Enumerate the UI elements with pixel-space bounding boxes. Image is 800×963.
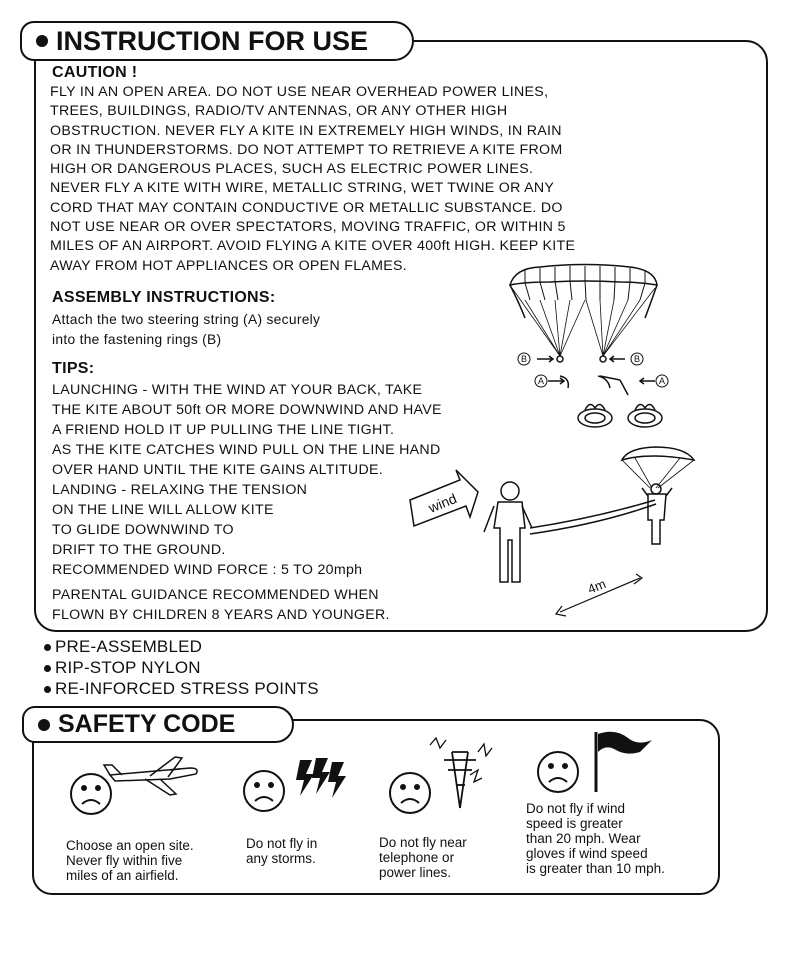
instruction-title: INSTRUCTION FOR USE	[56, 25, 369, 56]
caption-line: gloves if wind speed	[526, 846, 648, 861]
frown-face-icon	[538, 752, 578, 792]
power-pole-icon	[430, 738, 492, 808]
label-b: B	[633, 354, 641, 364]
tips-line: THE KITE ABOUT 50ft OR MORE DOWNWIND AND HAVE	[52, 402, 442, 418]
tips-line: LAUNCHING - WITH THE WIND AT YOUR BACK, TAKE	[52, 382, 423, 398]
safety-caption-power-lines	[379, 835, 467, 880]
tips-title: TIPS:	[52, 360, 95, 377]
caution-line: NOT USE NEAR OR OVER SPECTATORS, MOVING TRAFFIC, OR WITHIN 5	[50, 219, 566, 236]
distance-label: 4m	[585, 576, 608, 597]
tips-line: AS THE KITE CATCHES WIND PULL ON THE LINE HAND	[52, 442, 441, 458]
caption-line: Do not fly if wind	[526, 801, 626, 816]
feature-label: RE-INFORCED STRESS POINTS	[55, 679, 319, 698]
tips-line: OVER HAND UNTIL THE KITE GAINS ALTITUDE.	[52, 462, 384, 478]
caution-line: TREES, BUILDINGS, RADIO/TV ANTENNAS, OR ANY OTHER HIGH	[50, 103, 508, 120]
caution-line: MILES OF AN AIRPORT. AVOID FLYING A KITE OVER 400ft HIGH. KEEP KITE	[50, 238, 576, 255]
parental-line: FLOWN BY CHILDREN 8 YEARS AND YOUNGER.	[52, 607, 390, 623]
tips-line: ON THE LINE WILL ALLOW KITE	[52, 502, 274, 518]
lightning-icon	[296, 758, 346, 798]
caption-line: Do not fly in	[246, 836, 318, 851]
label-a: A	[537, 376, 545, 386]
tips-line: TO GLIDE DOWNWIND TO	[52, 522, 234, 538]
caption-line: than 20 mph. Wear	[526, 831, 641, 846]
safety-caption-wind	[526, 801, 665, 876]
frown-face-icon	[390, 773, 430, 813]
caption-line: is greater than 10 mph.	[526, 861, 665, 876]
caption-line: speed is greater	[526, 816, 623, 831]
frown-face-icon	[244, 771, 284, 811]
safety-caption-airfield	[66, 838, 194, 883]
flag-icon	[596, 732, 652, 792]
frown-face-icon	[71, 774, 111, 814]
tips-line: DRIFT TO THE GROUND.	[52, 542, 226, 558]
caption-line: telephone or	[379, 850, 455, 865]
caption-line: any storms.	[246, 851, 316, 866]
assembly-title: ASSEMBLY INSTRUCTIONS:	[52, 289, 276, 306]
safety-caption-storms	[246, 836, 317, 866]
caption-line: power lines.	[379, 865, 452, 880]
label-a: A	[658, 376, 666, 386]
label-b: B	[520, 354, 528, 364]
wind-label: wind	[426, 490, 459, 516]
caution-line: CORD THAT MAY CONTAIN CONDUCTIVE OR METALLIC SUBSTANCE. DO	[50, 199, 563, 216]
caution-line: OBSTRUCTION. NEVER FLY A KITE IN EXTREMELY HIGH WINDS, IN RAIN	[50, 122, 562, 139]
caption-line: Do not fly near	[379, 835, 467, 850]
airplane-icon	[104, 757, 197, 795]
caution-line: AWAY FROM HOT APPLIANCES OR OPEN FLAMES.	[50, 257, 408, 274]
assembly-line: Attach the two steering string (A) securely	[52, 312, 321, 327]
caution-line: HIGH OR DANGEROUS PLACES, SUCH AS ELECTRIC POWER LINES.	[50, 161, 534, 178]
tips-line: LANDING - RELAXING THE TENSION	[52, 482, 308, 498]
caution-title: CAUTION !	[52, 64, 138, 81]
caution-line: NEVER FLY A KITE WITH WIRE, METALLIC STRING, WET TWINE OR ANY	[50, 180, 555, 197]
caution-line: FLY IN AN OPEN AREA. DO NOT USE NEAR OVERHEAD POWER LINES,	[50, 84, 549, 100]
caution-line: OR IN THUNDERSTORMS. DO NOT ATTEMPT TO RETRIEVE A KITE FROM	[50, 141, 563, 158]
feature-label: PRE-ASSEMBLED	[55, 637, 203, 656]
caption-line: miles of an airfield.	[66, 868, 179, 883]
caption-line: Never fly within five	[66, 853, 183, 868]
safety-title: SAFETY CODE	[58, 710, 236, 738]
assembly-line: into the fastening rings (B)	[52, 332, 222, 348]
caption-line: Choose an open site.	[66, 838, 194, 853]
feature-label: RIP-STOP NYLON	[55, 658, 201, 677]
tips-line: A FRIEND HOLD IT UP PULLING THE LINE TIGHT.	[52, 422, 395, 438]
tips-line: RECOMMENDED WIND FORCE : 5 TO 20mph	[52, 562, 363, 578]
parental-line: PARENTAL GUIDANCE RECOMMENDED WHEN	[52, 587, 379, 603]
